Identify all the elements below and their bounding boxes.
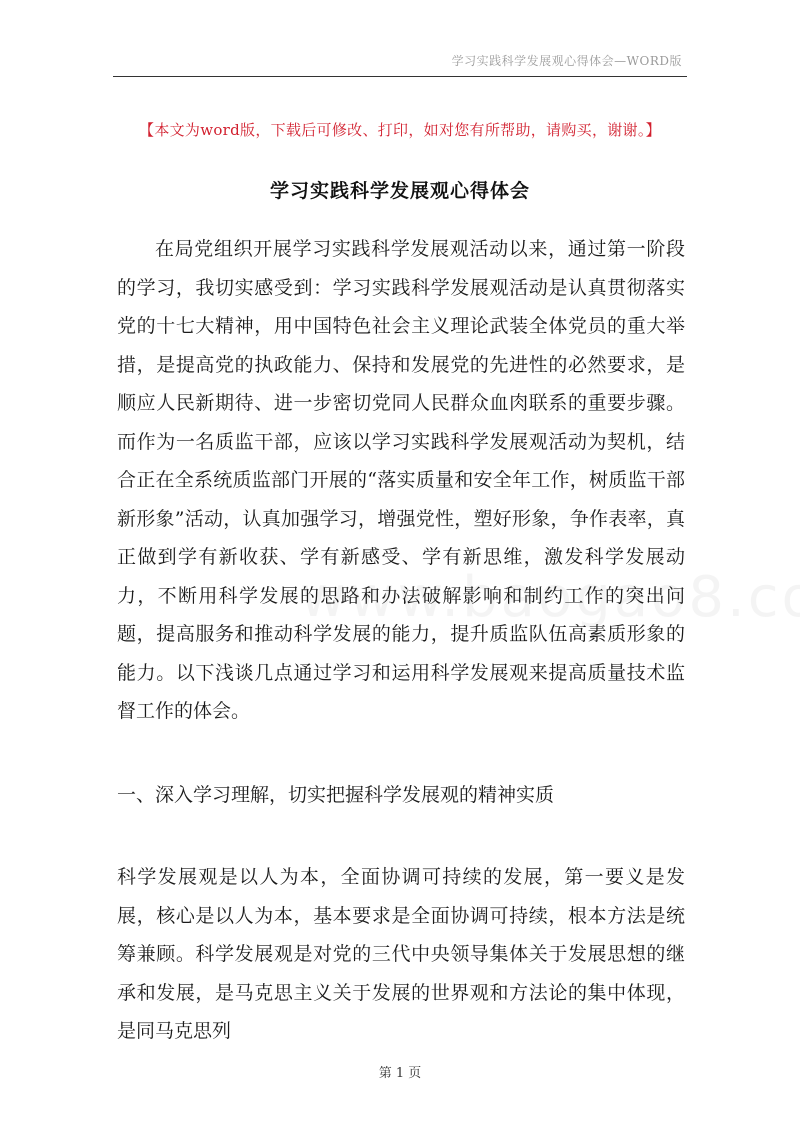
purchase-notice: 【本文为word版，下载后可修改、打印，如对您有所帮助，请购买，谢谢。】 <box>139 121 661 139</box>
body-paragraph-intro: 在局党组织开展学习实践科学发展观活动以来，通过第一阶段的学习，我切实感受到：学习实践科学发展观活动是认真贯彻落实党的十七大精神，用中国特色社会主义理论武装全体党员的重大举措，是提高党的执政能力、保持和发展党的先进性的必然要求，是顺应人民新期待、进一步密切党同人民群众血肉联系的重要步骤。而作为一名质监干部，应该以学习实践科学发展观活动为契机，结合正在全系统质监部门开展的“落实质量和安全年工作，树质监干部新形象”活动，认真加强学习，增强党性，塑好形象，争作表率，真正做到学有新收获、学有新感受、学有新思维，激发科学发展动力，不断用科学发展的思路和办法破解影响和制约工作的突出问题，提高服务和推动科学发展的能力，提升质监队伍高素质形象的能力。以下浅谈几点通过学习和运用科学发展观来提高质量技术监督工作的体会。 <box>117 238 685 722</box>
section-heading-1: 一、深入学习理解，切实把握科学发展观的精神实质 <box>117 784 555 806</box>
body-paragraph-section1: 科学发展观是以人为本，全面协调可持续的发展，第一要义是发展，核心是以人为本，基本要求是全面协调可持续，根本方法是统筹兼顾。科学发展观是对党的三代中央领导集体关于发展思想的继承和发展，是马克思主义关于发展的世界观和方法论的集中体现，是同马克思列 <box>117 866 685 1042</box>
header-rule <box>113 76 687 77</box>
document-title: 学习实践科学发展观心得体会 <box>269 180 530 202</box>
page-number: 第 1 页 <box>378 1066 422 1081</box>
running-header: 学习实践科学发展观心得体会—WORD版 <box>451 54 682 68</box>
